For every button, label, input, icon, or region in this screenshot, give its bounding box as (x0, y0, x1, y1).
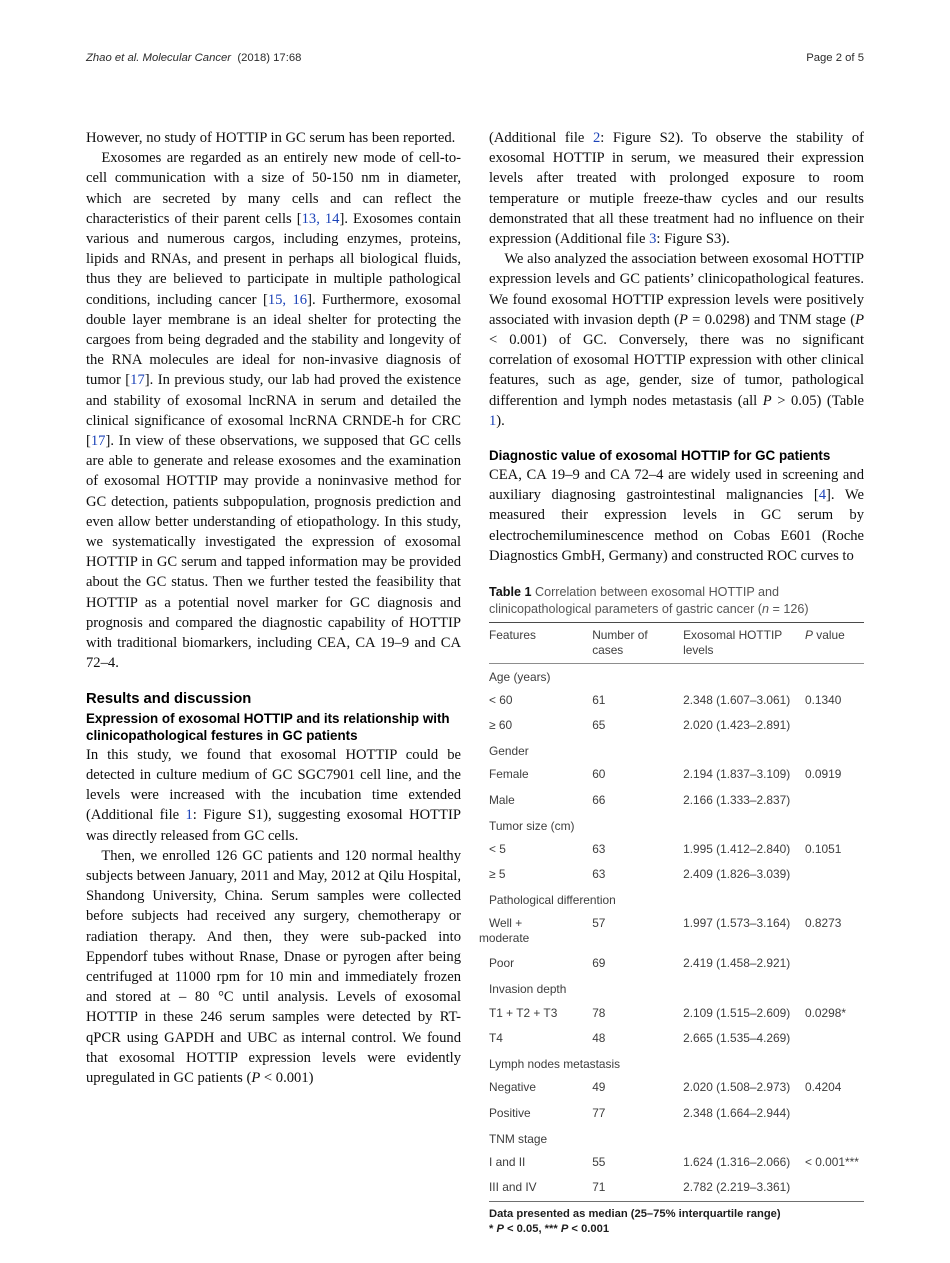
cell-hottip-levels: 2.348 (1.664–2.944) (683, 1105, 791, 1120)
cell-hottip-levels: 1.995 (1.412–2.840) (683, 841, 791, 856)
citation-authors: Zhao et al. (86, 52, 140, 64)
table-caption-text-2: = 126) (769, 601, 809, 616)
journal-citation (86, 52, 301, 64)
table-row (489, 1149, 864, 1175)
heading-results-and-discussion: Results and discussion (86, 691, 252, 708)
cell-feature: Poor (489, 956, 515, 971)
cell-feature: ≥ 60 (489, 718, 513, 733)
cell-feature: Negative (489, 1080, 536, 1095)
table-footnotes (489, 1201, 864, 1237)
table-group-row (489, 1051, 864, 1075)
footnote-data-presented: Data presented as median (25–75% interquartile range) (489, 1207, 781, 1220)
running-header (86, 52, 864, 64)
citation-journal: Molecular Cancer (142, 52, 232, 64)
column-header-p-value: P value (805, 628, 845, 643)
cell-number-of-cases: 66 (592, 792, 606, 807)
cell-p-value: 0.1051 (805, 841, 842, 856)
cell-feature: III and IV (489, 1180, 537, 1195)
table-row (489, 1100, 864, 1126)
cell-p-value: 0.0919 (805, 767, 842, 782)
table-row (489, 951, 864, 977)
table-row (489, 836, 864, 862)
table-body (479, 663, 864, 1200)
table-row (489, 1175, 864, 1201)
table-group-row (489, 813, 864, 837)
cell-p-value: 0.0298* (805, 1005, 847, 1020)
paragraph-exosomes: Exosomes are regarded as an entirely new mode of cell-to-cell communication with a size of 50-150 nm in diameter, which are secreted by many cells and can reflect the characteristics of their parent cells [13, 14]. Exosomes contain various and numerous cargos, including enzymes, proteins, lipids and RNAs, and present in perhaps all biological fluids, thus they are believed to participate in multiple pathological conditions, including cancer [15, 16]. Furthermore, exosomal double layer membrane is an ideal shelter for protecting the cargoes from being degraded and the stability and longevity of the RNA molecules are ideal for non-invasive diagnosis of tumor [17]. In previous study, our lab had proved the existence and stability of exosomal lncRNA in serum and detailed the clinical significance of exosomal lncRNA CRNDE-h for CRC [17]. In view of these observations, we supposed that GC cells are able to generate and release exosomes and the examination of exosomal HOTTIP may provide a noninvasive method for GC detection, patients subpopulation, prognosis prediction and even allow better understanding of etiopathology. In this study, we systematically investigated the expression of exosomal HOTTIP in GC serum and tapped information may be provided about the GC status. Then we further tested the feasibility that HOTTIP as a potential novel marker for GC diagnosis and prognosis and compared the diagnostic capability of HOTTIP with traditional biomarkers, including CEA, CA 19–9 and CA 72–4. (86, 150, 461, 672)
cell-feature: < 5 (489, 841, 506, 856)
table-caption-text: Correlation between exosomal HOTTIP and clinicopathological parameters of gastric cancer ( (489, 585, 780, 616)
reference-link-13-14[interactable]: 13, 14 (301, 210, 340, 227)
cell-hottip-levels: 2.348 (1.607–3.061) (683, 692, 791, 707)
p-italic-3: P (855, 311, 864, 328)
cell-hottip-levels: 2.409 (1.826–3.039) (683, 867, 791, 882)
table-group-label: TNM stage (489, 1131, 548, 1146)
table-caption (489, 584, 864, 617)
p-italic-1: P (251, 1070, 261, 1086)
table-row (489, 1000, 864, 1026)
p-value-italic: P (805, 628, 813, 643)
paragraph-however: However, no study of HOTTIP in GC serum has been reported. (86, 130, 456, 146)
cell-hottip-levels: 2.665 (1.535–4.269) (683, 1031, 791, 1046)
paragraph-cea-ca: CEA, CA 19–9 and CA 72–4 are widely used in screening and auxiliary diagnosing gastrointestinal malignancies [4]. We measured their expression levels in GC serum by electrochemiluminescence method on Cobas E601 (Roche Diagnostics GmbH, Germany) and constructed ROC curves to (489, 466, 864, 564)
cell-hottip-levels: 1.624 (1.316–2.066) (683, 1154, 791, 1169)
column-header-features: Features (489, 628, 536, 643)
table-row (489, 762, 864, 788)
left-column (86, 128, 461, 1088)
page-number: Page 2 of 5 (806, 52, 864, 64)
cell-p-value (805, 787, 864, 813)
cell-number-of-cases: 77 (592, 1105, 606, 1120)
table-row (489, 911, 864, 951)
cell-number-of-cases: 48 (592, 1031, 606, 1046)
paragraph-then-we-enrolled: Then, we enrolled 126 GC patients and 120 normal healthy subjects between January, 2011 and May, 2012 at Qilu Hospital, Shandong University, China. Serum samples were collected before subjects had received any surgery, chemotherapy or radiation therapy. And then, they were sub-packed into Eppendorf tubes without Rnase, Dnase or pyrogen after being centrifuged at 11000 rpm for 10 min and immediately frozen and stored at – 80 °C until analysis. Levels of exosomal HOTTIP in these 246 serum samples were detected by RT-qPCR using GAPDH and UBC as internal control. We found that exosomal HOTTIP expression levels were evidently upregulated in GC patients (P < 0.001) (86, 847, 461, 1086)
table-group-row (489, 887, 864, 911)
cell-number-of-cases: 55 (592, 1154, 606, 1169)
table-row (489, 713, 864, 739)
reference-link-4[interactable]: 4 (818, 487, 826, 504)
table-header (489, 623, 864, 664)
reference-link-15-16[interactable]: 15, 16 (267, 291, 308, 308)
reference-link-17a[interactable]: 17 (130, 372, 145, 389)
table-group-row (489, 976, 864, 1000)
cell-hottip-levels: 1.997 (1.573–3.164) (683, 916, 791, 931)
table-group-label: Pathological differention (489, 893, 616, 908)
cell-p-value: < 0.001*** (805, 1154, 859, 1169)
table-1-block (479, 584, 864, 1237)
paragraph-additional-file-2: (Additional file 2: Figure S2). To observe the stability of exosomal HOTTIP in serum, we measured their expression levels after treated with prolonged exposure to room temperature or mutiple freeze-thaw cycles and our results demonstrated that all these treatment had no influence on their expression (Additional file 3: Figure S3). (489, 130, 864, 248)
cell-feature: Male (489, 792, 515, 807)
cell-feature: Female (489, 767, 529, 782)
cell-number-of-cases: 49 (592, 1080, 606, 1095)
cell-number-of-cases: 61 (592, 692, 606, 707)
table-group-label: Invasion depth (489, 982, 567, 997)
cell-p-value (805, 1026, 864, 1052)
cell-p-value (805, 862, 864, 888)
cell-p-value (805, 951, 864, 977)
table-group-row (489, 1126, 864, 1150)
p-italic-4: P (762, 392, 772, 409)
cell-feature: < 60 (489, 692, 513, 707)
cell-p-value (805, 713, 864, 739)
cell-p-value: 0.8273 (805, 916, 842, 931)
heading-diagnostic-value: Diagnostic value of exosomal HOTTIP for GC patients (489, 448, 831, 464)
column-header-exosomal-hottip-levels: Exosomal HOTTIP levels (683, 628, 782, 657)
cell-p-value: 0.4204 (805, 1080, 842, 1095)
cell-feature: ≥ 5 (489, 867, 506, 882)
cell-feature: Positive (489, 1105, 531, 1120)
cell-hottip-levels: 2.020 (1.508–2.973) (683, 1080, 791, 1095)
footnote-significance: * P < 0.05, *** P < 0.001 (489, 1222, 610, 1235)
table-group-row (489, 663, 864, 687)
cell-number-of-cases: 65 (592, 718, 606, 733)
cell-number-of-cases: 63 (592, 841, 606, 856)
table-row (489, 862, 864, 888)
table-caption-n: n (762, 601, 770, 616)
reference-link-table-1[interactable]: 1 (489, 412, 497, 429)
reference-link-addfile-1[interactable]: 1 (185, 807, 193, 824)
cell-number-of-cases: 63 (592, 867, 606, 882)
correlation-table (479, 622, 864, 1200)
cell-hottip-levels: 2.194 (1.837–3.109) (683, 767, 791, 782)
cell-feature: Well + moderate (489, 911, 592, 951)
table-row (489, 687, 864, 713)
cell-p-value (805, 1100, 864, 1126)
table-group-label: Age (years) (489, 669, 551, 684)
cell-number-of-cases: 71 (592, 1180, 606, 1195)
cell-hottip-levels: 2.419 (1.458–2.921) (683, 956, 791, 971)
cell-hottip-levels: 2.109 (1.515–2.609) (683, 1005, 791, 1020)
cell-number-of-cases: 57 (592, 916, 606, 931)
table-group-label: Lymph nodes metastasis (489, 1057, 621, 1072)
citation-issue: (2018) 17:68 (237, 52, 302, 64)
cell-number-of-cases: 78 (592, 1005, 606, 1020)
reference-link-addfile-2[interactable]: 2 (592, 130, 601, 146)
reference-link-17b[interactable]: 17 (90, 433, 106, 450)
table-group-row (489, 738, 864, 762)
paragraph-in-this-study: In this study, we found that exosomal HOTTIP could be detected in culture medium of GC SGC7901 cell line, and the levels were increased with the incubation time extended (Additional file 1: Figure S1), suggesting exosomal HOTTIP was directly released from GC cells. (86, 746, 461, 844)
cell-hottip-levels: 2.782 (2.219–3.361) (683, 1180, 791, 1195)
cell-feature: T4 (489, 1031, 503, 1046)
column-header-number-of-cases: Number of cases (592, 628, 648, 657)
cell-feature: T1 + T2 + T3 (489, 1005, 558, 1020)
right-column (489, 128, 864, 566)
table-group-label: Tumor size (cm) (489, 818, 575, 833)
table-row (489, 787, 864, 813)
cell-p-value (805, 1175, 864, 1201)
cell-hottip-levels: 2.020 (1.423–2.891) (683, 718, 791, 733)
cell-hottip-levels: 2.166 (1.333–2.837) (683, 792, 791, 807)
table-label: Table 1 (489, 585, 532, 599)
p-italic-2: P (678, 311, 688, 328)
reference-link-addfile-3[interactable]: 3 (649, 231, 657, 248)
table-group-label: Gender (489, 744, 529, 759)
cell-p-value: 0.1340 (805, 692, 842, 707)
table-row (489, 1026, 864, 1052)
cell-number-of-cases: 69 (592, 956, 606, 971)
table-row (489, 1075, 864, 1101)
paragraph-association: We also analyzed the association between exosomal HOTTIP expression levels and GC patients’ clinicopathological features. We found exosomal HOTTIP expression levels were positively associated with invasion depth (P = 0.0298) and TNM stage (P < 0.001) of GC. Conversely, there was no significant correlation of exosomal HOTTIP expression with other clinical features, such as age, gender, size of tumor, pathological differention and lymph nodes metastasis (all P > 0.05) (Table 1). (489, 251, 864, 429)
heading-expression-relationship: Expression of exosomal HOTTIP and its relationship with clinicopathological festures in GC patients (86, 710, 450, 743)
cell-number-of-cases: 60 (592, 767, 606, 782)
cell-feature-line2: moderate (479, 930, 530, 945)
cell-feature: I and II (489, 1154, 526, 1169)
